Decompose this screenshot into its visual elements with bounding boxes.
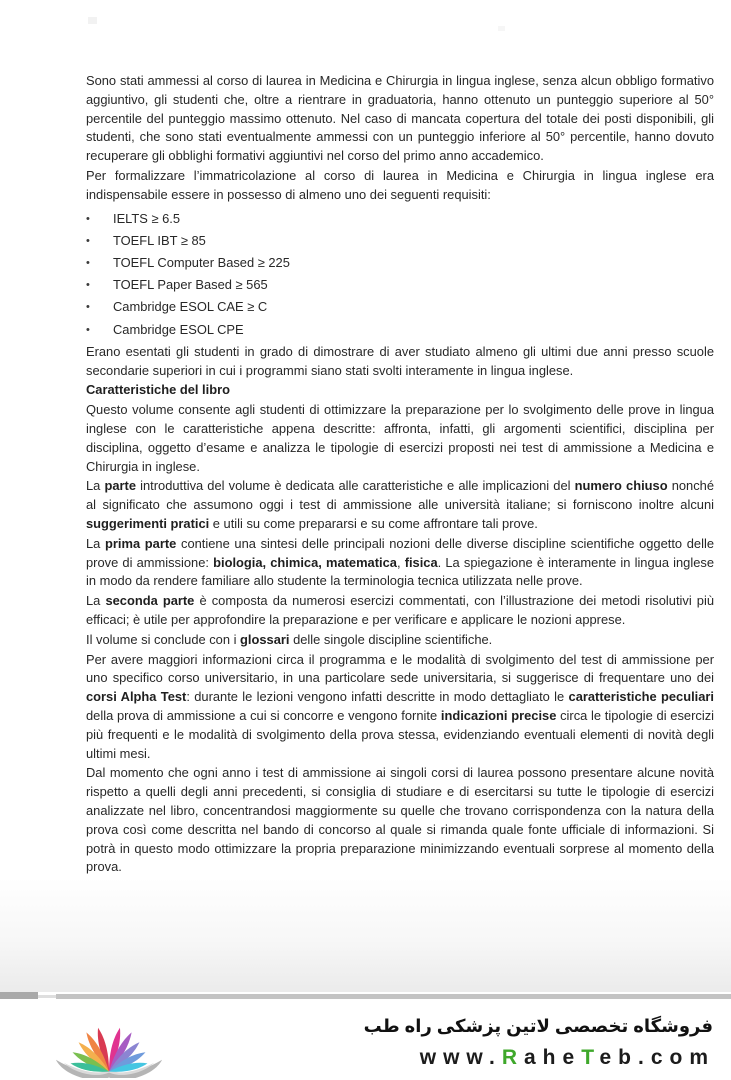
list-item <box>86 208 714 230</box>
section-heading: Caratteristiche del libro <box>86 382 230 398</box>
bullet-list <box>86 208 714 341</box>
bullet-icon: • <box>86 323 90 336</box>
bullet-icon: • <box>86 279 90 292</box>
paragraph: Dal momento che ogni anno i test di ammissione ai singoli corsi di laurea possono presentare alcune novità rispetto a quelli degli anni precedenti, si consiglia di studiare e di esercitarsi su tutte le tipologie di esercizi analizzate nel libro, concentrandosi maggiormente su quelle che trovano corrispondenza con la natura della prova così come descritta nel bando di concorso al quale si rimanda quale fonte ufficiale di informazioni. Si potrà in questo modo ottimizzare la propria preparazione minimizzando eventuali sorprese al momento della prova. <box>86 765 714 875</box>
list-item-text: TOEFL Computer Based ≥ 225 <box>113 254 290 270</box>
page-bottom-shadow <box>0 878 731 992</box>
paragraph: La parte introduttiva del volume è dedicata alle caratteristiche e alle implicazioni del numero chiuso nonché al significato che assumono oggi i test di ammissione alle università italiane; si forniscono inoltre alcuni suggerimenti pratici e utili su come prepararsi e su come affrontare tali prove. <box>86 478 714 531</box>
paragraph: Erano esentati gli studenti in grado di dimostrare di aver studiato almeno gli ultimi due anni presso scuole secondarie superiori in cui i programmi siano stati svolti interamente in lingua inglese. <box>86 343 714 378</box>
bullet-icon: • <box>86 256 90 269</box>
bullet-icon: • <box>86 212 90 225</box>
paragraph: Per formalizzare l’immatricolazione al corso di laurea in Medicina e Chirurgia in lingua inglese era indispensabile essere in possesso di almeno uno dei seguenti requisiti: <box>86 167 714 202</box>
url-segment: www. <box>419 1046 502 1069</box>
store-name-farsi: فروشگاه تخصصی لاتین پزشکی راه طب <box>363 1016 713 1036</box>
bullet-icon: • <box>86 301 90 314</box>
scan-speck <box>88 17 97 24</box>
list-item-text: IELTS ≥ 6.5 <box>113 210 181 226</box>
footer <box>0 999 731 1080</box>
list-item-text: Cambridge ESOL CAE ≥ C <box>113 299 268 315</box>
url-segment: eb <box>599 1046 638 1069</box>
paragraph: La seconda parte è composta da numerosi esercizi commentati, con l’illustrazione dei metodi risolutivi più efficaci; è utile per approfondire la preparazione e per verificare e applicare le nozioni apprese. <box>86 593 714 627</box>
list-item <box>86 319 714 341</box>
scan-speck <box>498 26 505 31</box>
paragraph: La prima parte contiene una sintesi delle principali nozioni delle diverse discipline scientifiche oggetto delle prove di ammissione: biologia, chimica, matematica, fisica. La spiegazione è interamente in lingua inglese in modo da rendere familiare allo studente la terminologia tecnica utilizzata nelle prove. <box>86 535 714 589</box>
list-item-text: Cambridge ESOL CPE <box>113 321 244 337</box>
document-text <box>86 72 714 878</box>
book-logo-icon <box>50 1016 168 1078</box>
website-url <box>420 1046 715 1070</box>
paragraph: Per avere maggiori informazioni circa il programma e le modalità di svolgimento del test di ammissione per uno specifico corso universitario, in una particolare sede universitaria, si suggerisce di frequentare uno dei corsi Alpha Test: durante le lezioni vengono infatti descritte in modo dettagliato le caratteristiche peculiari della prova di ammissione a cui si concorre e vengono fornite indicazioni precise circa le tipologie di esercizi più frequenti e le modalità di svolgimento della prova stessa, evidenziando eventuali elementi di novità degli ultimi mesi. <box>86 651 715 761</box>
paragraph: Il volume si conclude con i glossari delle singole discipline scientifiche. <box>86 631 493 647</box>
paragraph: Sono stati ammessi al corso di laurea in Medicina e Chirurgia in lingua inglese, senza alcun obbligo formativo aggiuntivo, gli studenti che, oltre a rientrare in graduatoria, hanno ottenuto un punteggio superiore al 50° percentile del punteggio massimo ottenuto. Nel caso di mancata copertura del totale dei posti disponibili, gli studenti, che sono stati eventualmente ammessi con un punteggio inferiore al 50° percentile, hanno dovuto recuperare gli obblighi formativi aggiuntivi nel corso del primo anno accademico. <box>86 73 714 164</box>
list-item-text: TOEFL Paper Based ≥ 565 <box>113 277 268 293</box>
url-segment: .com <box>637 1046 715 1069</box>
list-item <box>86 230 714 252</box>
paragraph: Questo volume consente agli studenti di ottimizzare la preparazione per lo svolgimento delle prove in lingua inglese con le caratteristiche appena descritte: affronta, infatti, gli argomenti scientifici, disciplina per disciplina, oggetto d’esame e analizza le tipologie di esercizi proposti nei test di ammissione a Medicina e Chirurgia in inglese. <box>86 402 714 474</box>
url-segment: T <box>581 1046 600 1069</box>
list-item-text: TOEFL IBT ≥ 85 <box>113 232 206 248</box>
list-item <box>86 252 714 274</box>
list-item <box>86 296 714 318</box>
url-segment: ahe <box>524 1046 582 1069</box>
url-segment: R <box>501 1046 524 1069</box>
page-edge-line-gap <box>38 995 56 998</box>
bullet-icon: • <box>86 234 90 247</box>
page-edge-line-left <box>0 992 38 999</box>
list-item <box>86 274 714 296</box>
